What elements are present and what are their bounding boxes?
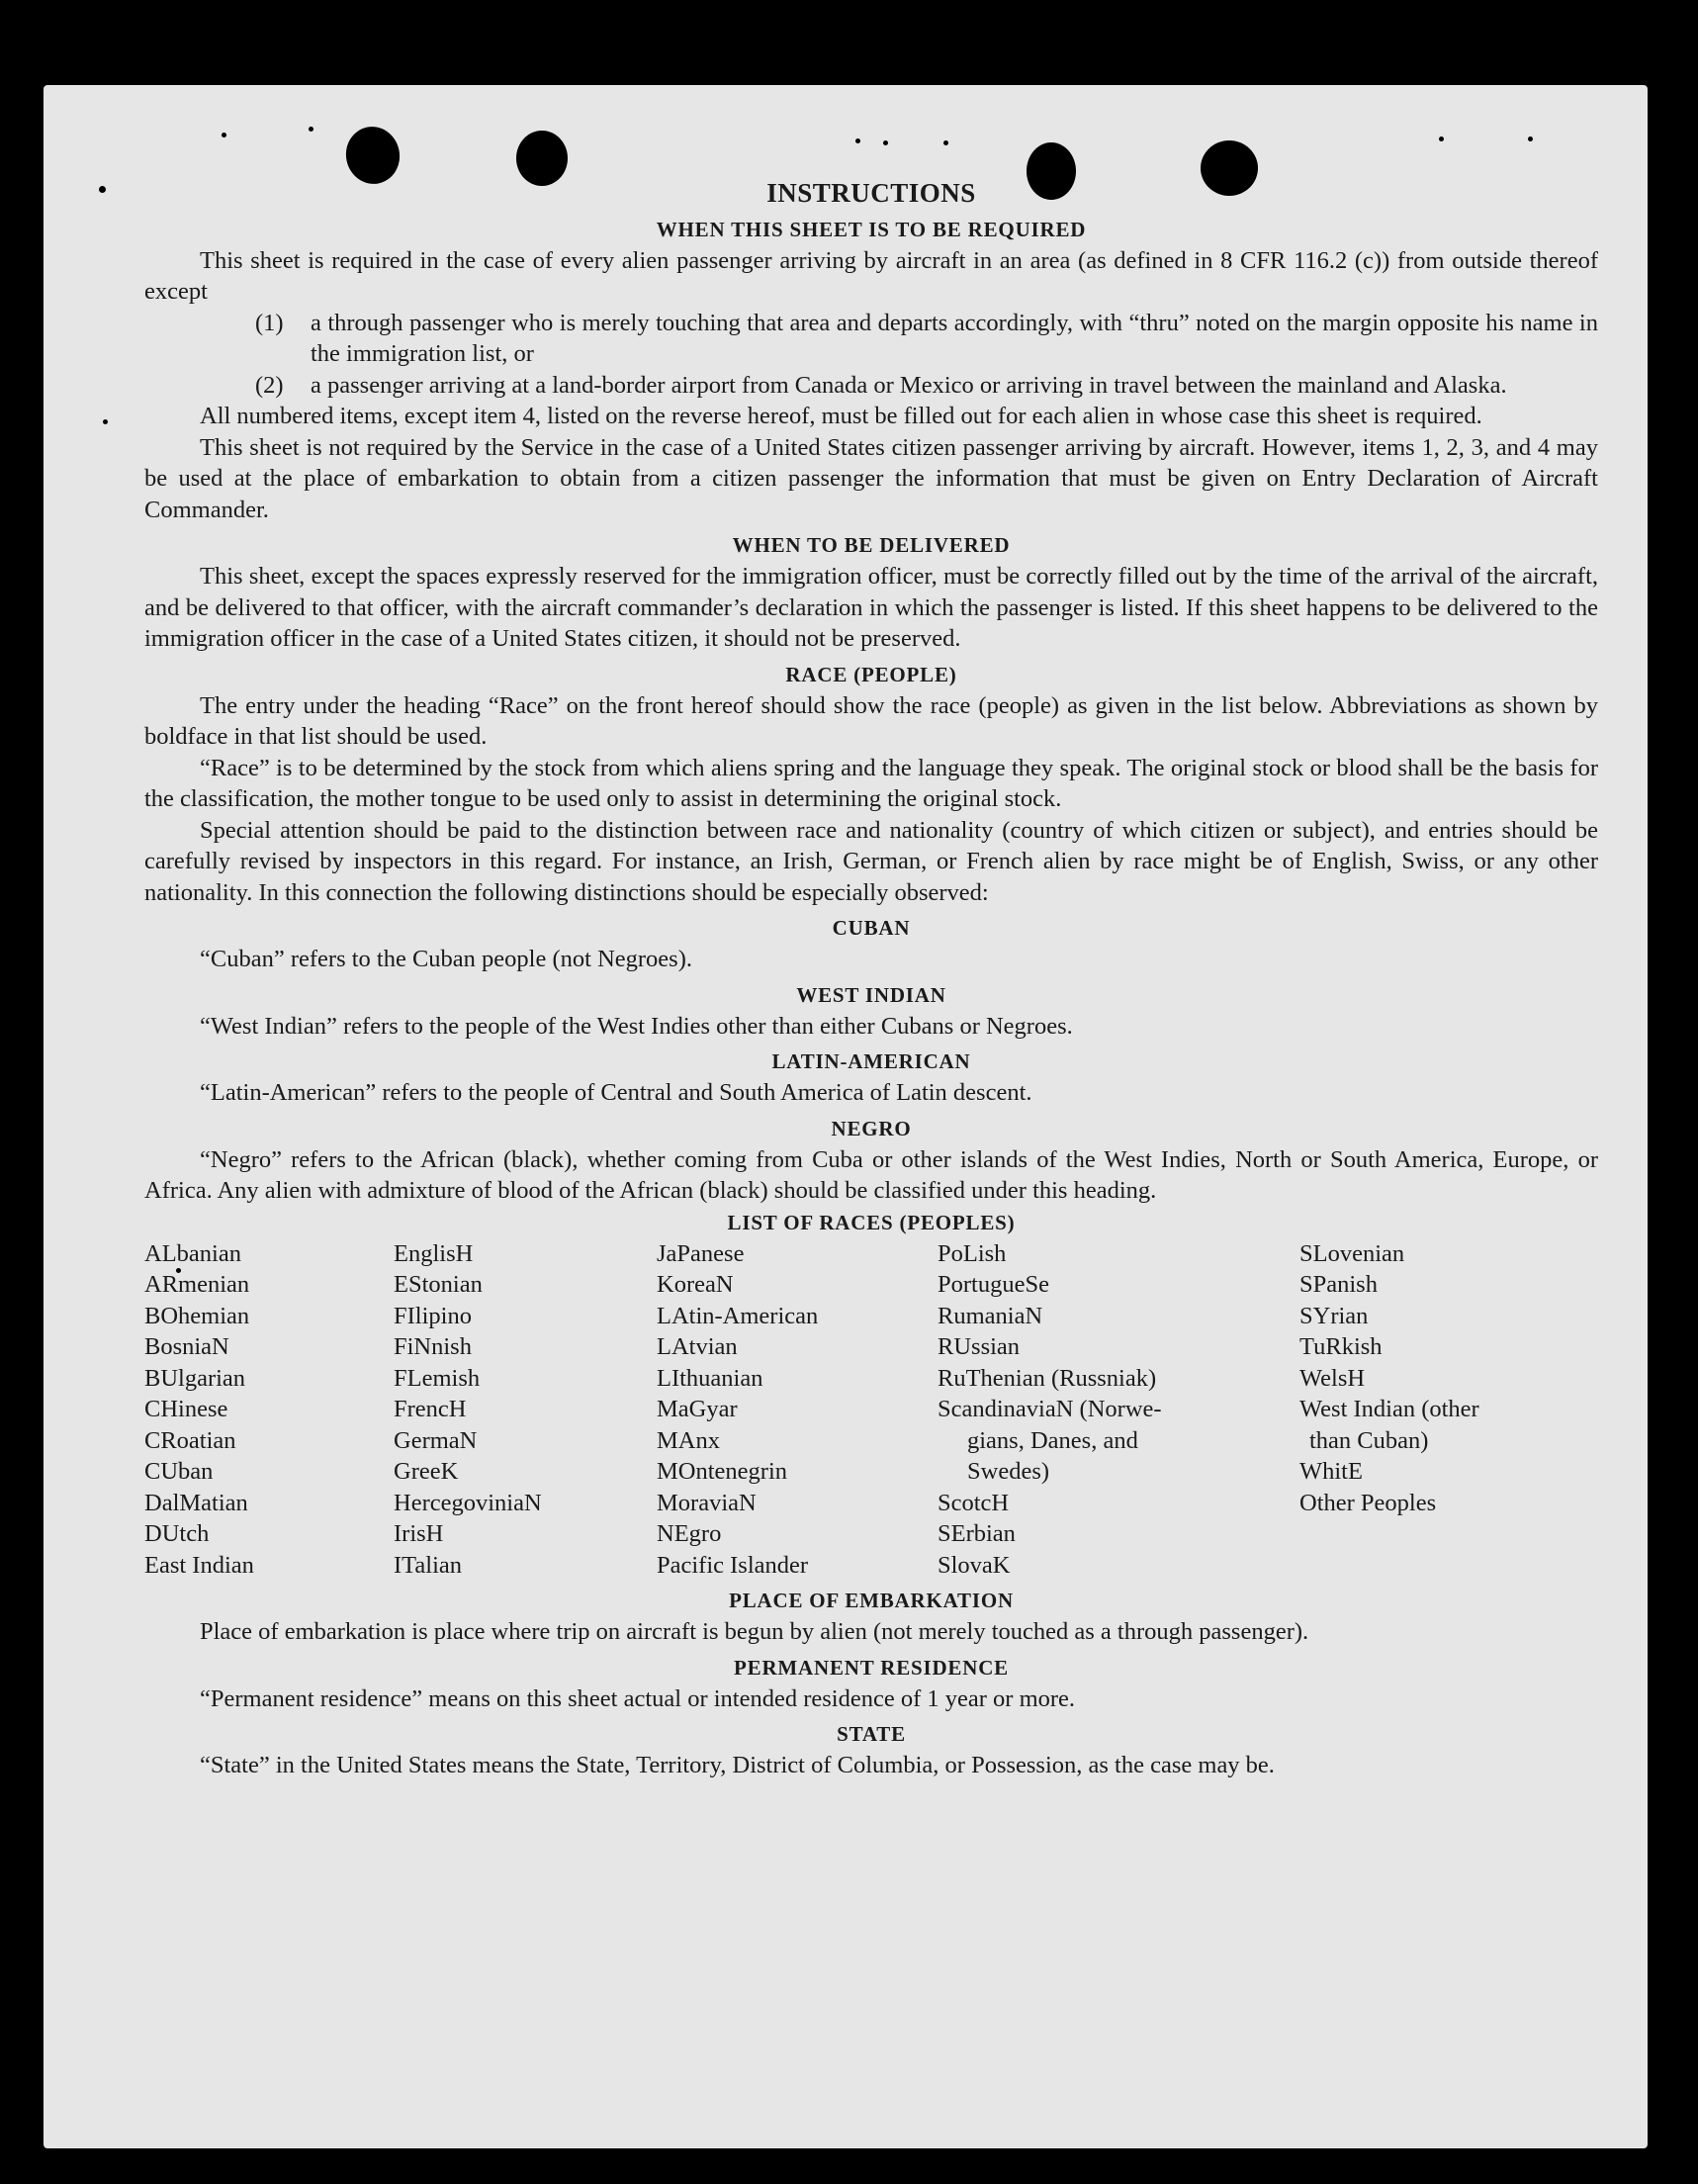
race-entry: LAtin-American (657, 1302, 819, 1329)
race-entry: RuThenian (Russniak) (938, 1364, 1157, 1392)
section-heading: STATE (837, 1722, 906, 1746)
race-entry: MoraviaN (657, 1489, 757, 1516)
paragraph: “State” in the United States means the State, Territory, District of Columbia, or Possession, as the case may be. (200, 1752, 1275, 1778)
race-entry: RUssian (938, 1333, 1021, 1360)
race-entry: MAnx (657, 1426, 720, 1454)
paragraph: This sheet, except the spaces expressly reserved for the immigration officer, must be correctly filled out by the time of the arrival of the aircraft, and be delivered to that officer, with the aircraft commander’s declaration in which the passenger is listed. If this sheet happens to be delivered to the immigration officer in the case of a United States citizen, it should not be preserved. (144, 563, 1598, 652)
race-entry: JaPanese (657, 1239, 745, 1267)
race-entry: Pacific Islander (657, 1551, 809, 1579)
page-title: INSTRUCTIONS (766, 178, 976, 208)
speck (1528, 136, 1533, 141)
paragraph: This sheet is not required by the Service in the case of a United States citizen passenger arriving by aircraft. However, items 1, 2, 3, and 4 may be used at the place of embarkation to obtain from a citizen passenger the information that must be given on Entry Declaration of Aircraft Commander. (144, 433, 1598, 523)
speck (1439, 136, 1444, 141)
race-entry: RumaniaN (938, 1302, 1043, 1329)
race-entry: EnglisH (394, 1239, 474, 1267)
race-entry: GreeK (394, 1458, 459, 1485)
race-entry: DUtch (144, 1520, 210, 1547)
race-entry: TuRkish (1299, 1333, 1383, 1360)
paragraph: This sheet is required in the case of every alien passenger arriving by aircraft in an area (as defined in 8 CFR 116.2 (c)) from outside thereof except (144, 246, 1598, 305)
numbered-item (255, 308, 1598, 370)
race-entry: SErbian (938, 1520, 1016, 1547)
instructions-content (144, 178, 1598, 1781)
document-page (44, 85, 1648, 2148)
race-entry: Other Peoples (1299, 1489, 1437, 1516)
paragraph: The entry under the heading “Race” on the front hereof should show the race (people) as given in the list below. Abbreviations as shown by boldface in that list should be used. (144, 691, 1598, 750)
race-entry: SlovaK (938, 1551, 1011, 1579)
section-heading: WEST INDIAN (796, 982, 946, 1007)
race-entry: ITalian (394, 1551, 463, 1579)
paragraph: Place of embarkation is place where trip on aircraft is begun by alien (not merely touched as a through passenger). (200, 1618, 1309, 1645)
section-heading: CUBAN (832, 916, 911, 940)
speck (309, 127, 313, 132)
paragraph: All numbered items, except item 4, listed on the reverse hereof, must be filled out for each alien in whose case this sheet is required. (200, 403, 1482, 429)
section-heading: RACE (PEOPLE) (785, 662, 957, 686)
race-entry: PoLish (938, 1239, 1007, 1267)
speck (99, 186, 106, 193)
item-text: a passenger arriving at a land-border airport from Canada or Mexico or arriving in travel between the mainland and Alaska. (311, 371, 1507, 399)
section-heading: PLACE OF EMBARKATION (729, 1589, 1014, 1612)
race-entry: FIlipino (394, 1302, 472, 1329)
race-entry: BosniaN (144, 1333, 229, 1360)
race-entry: NEgro (657, 1520, 722, 1547)
paragraph: “Race” is to be determined by the stock from which aliens spring and the language they speak. The original stock or blood shall be the basis for the classification, the mother tongue to be used only to assist in determining the original stock. (144, 754, 1598, 812)
section-heading: WHEN TO BE DELIVERED (732, 533, 1011, 557)
definition-text: “Latin-American” refers to the people of Central and South America of Latin descent. (200, 1079, 1032, 1106)
races-column (657, 1238, 938, 1582)
race-entry: BUlgarian (144, 1364, 246, 1392)
paragraph: “Negro” refers to the African (black), whether coming from Cuba or other islands of the West Indies, North or South America, Europe, or Africa. Any alien with admixture of blood of the African (black) should be classified under this heading. (144, 1145, 1598, 1204)
race-entry: ALbanian (144, 1239, 241, 1267)
section-heading: NEGRO (831, 1116, 912, 1140)
race-entry: MaGyar (657, 1396, 738, 1422)
race-entry: LIthuanian (657, 1364, 763, 1392)
race-entry: PortugueSe (938, 1271, 1049, 1298)
races-table (144, 1238, 1598, 1582)
race-entry: CRoatian (144, 1426, 236, 1454)
item-number: (2) (255, 371, 284, 399)
paragraph: “Permanent residence” means on this sheet actual or intended residence of 1 year or more. (200, 1684, 1076, 1712)
races-column (1299, 1238, 1598, 1582)
race-entry: GermaN (394, 1426, 478, 1454)
numbered-item (255, 370, 1598, 402)
race-entry: FrencH (394, 1396, 467, 1422)
item-text: a through passenger who is merely touching that area and departs accordingly, with “thru” noted on the margin opposite his name in the immigration list, or (311, 309, 1598, 367)
section-heading: LATIN-AMERICAN (771, 1049, 971, 1073)
speck (883, 140, 888, 145)
race-entry: FLemish (394, 1364, 481, 1392)
race-entry: SPanish (1299, 1271, 1378, 1298)
race-entry: CUban (144, 1458, 214, 1485)
races-heading: LIST OF RACES (PEOPLES) (727, 1210, 1016, 1234)
race-entry: ScotcH (938, 1489, 1010, 1516)
section-heading: PERMANENT RESIDENCE (734, 1655, 1009, 1680)
race-entry: EStonian (394, 1271, 483, 1298)
race-entry: WhitE (1299, 1458, 1363, 1485)
race-entry: DalMatian (144, 1489, 248, 1516)
race-entry: SYrian (1299, 1302, 1369, 1329)
race-entry: West Indian (other (1299, 1396, 1479, 1422)
race-entry: gians, Danes, and (967, 1426, 1138, 1454)
races-column (394, 1238, 657, 1582)
race-entry: CHinese (144, 1396, 228, 1422)
race-entry: ScandinaviaN (Norwe- (938, 1396, 1162, 1422)
race-entry: LAtvian (657, 1333, 738, 1360)
race-entry: SLovenian (1299, 1239, 1405, 1267)
race-entry: WelsH (1299, 1364, 1366, 1392)
section-heading: WHEN THIS SHEET IS TO BE REQUIRED (656, 217, 1087, 241)
races-column (144, 1238, 394, 1582)
speck (943, 140, 948, 145)
speck (855, 138, 860, 143)
race-entry: HercegoviniaN (394, 1489, 542, 1516)
race-entry: IrisH (394, 1520, 444, 1547)
race-entry: East Indian (144, 1551, 254, 1579)
speck (222, 133, 226, 137)
race-entry: Swedes) (967, 1458, 1050, 1485)
definition-text: “Cuban” refers to the Cuban people (not Negroes). (200, 946, 692, 972)
race-entry: KoreaN (657, 1271, 734, 1298)
speck (103, 419, 108, 424)
races-column (938, 1238, 1299, 1582)
race-entry: than Cuban) (1309, 1426, 1429, 1454)
race-entry: MOntenegrin (657, 1458, 787, 1485)
item-number: (1) (255, 309, 284, 336)
race-entry: FiNnish (394, 1333, 472, 1360)
paragraph: Special attention should be paid to the distinction between race and nationality (country of which citizen or subject), and entries should be carefully revised by inspectors in this regard. For instance, an Irish, German, or French alien by race might be of English, Swiss, or any other nationality. In this connection the following distinctions should be especially observed: (144, 816, 1598, 906)
race-entry: BOhemian (144, 1302, 250, 1329)
race-entry: ARmenian (144, 1271, 250, 1298)
definition-text: “West Indian” refers to the people of the West Indies other than either Cubans or Negroes. (200, 1012, 1073, 1040)
